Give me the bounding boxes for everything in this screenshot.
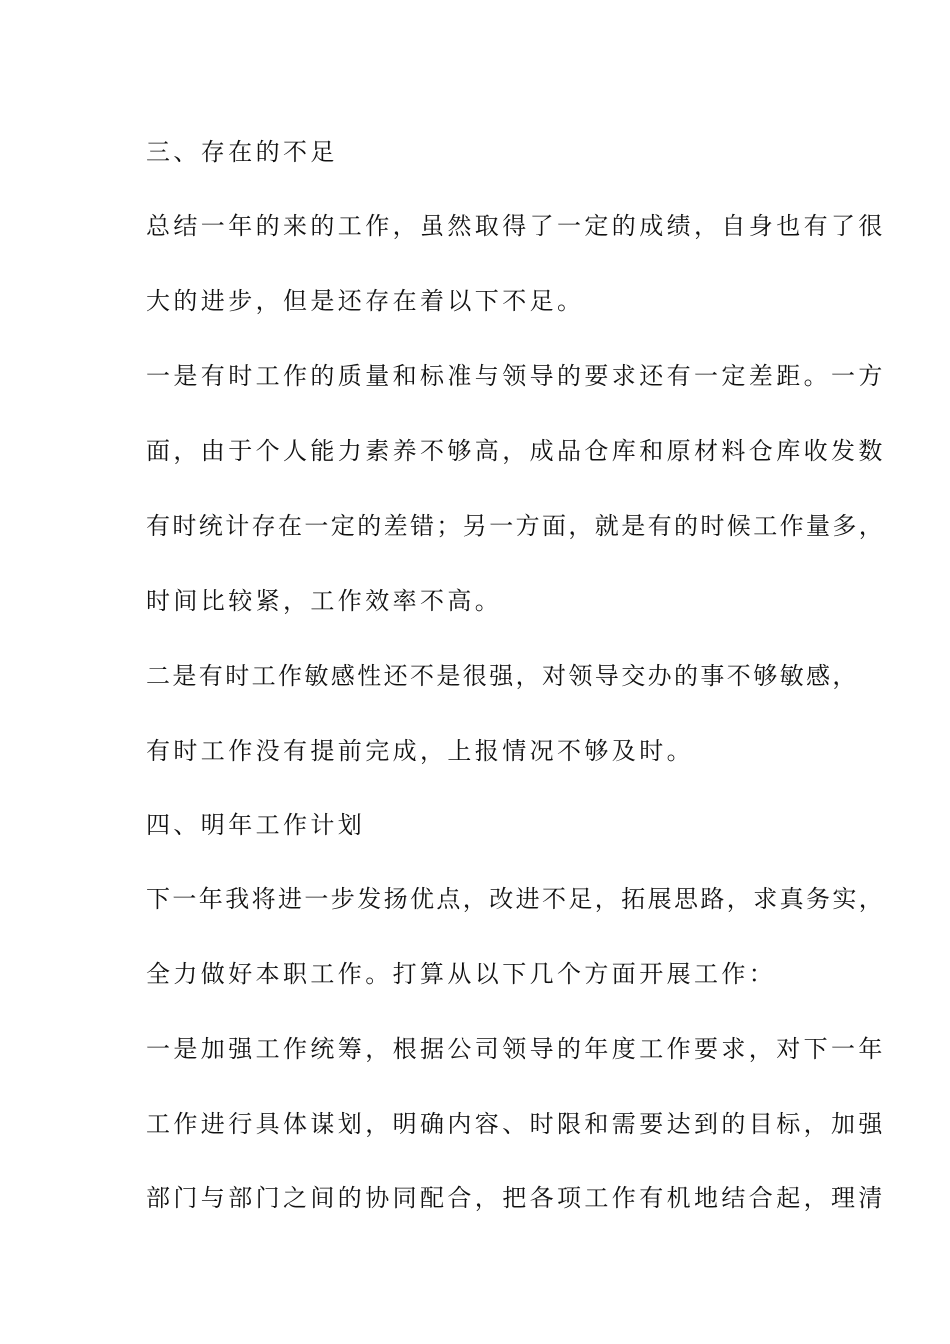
text-line: 下一年我将进一步发扬优点，改进不足，拓展思路，求真务实， <box>146 885 886 913</box>
text-line: 总结一年的来的工作，虽然取得了一定的成绩，自身也有了很 <box>146 212 886 240</box>
text-line: 面，由于个人能力素养不够高，成品仓库和原材料仓库收发数 <box>146 437 886 465</box>
text-line: 工作进行具体谋划，明确内容、时限和需要达到的目标，加强 <box>146 1110 886 1138</box>
text-line: 部门与部门之间的协同配合，把各项工作有机地结合起，理清 <box>146 1184 886 1212</box>
section-heading-next-year-plan: 四、明年工作计划 <box>146 811 366 839</box>
text-line: 有时工作没有提前完成，上报情况不够及时。 <box>146 737 694 765</box>
section-heading-shortcomings: 三、存在的不足 <box>146 138 338 166</box>
text-line: 二是有时工作敏感性还不是很强，对领导交办的事不够敏感， <box>146 662 859 690</box>
text-line: 大的进步，但是还存在着以下不足。 <box>146 287 585 315</box>
text-line: 时间比较紧，工作效率不高。 <box>146 587 503 615</box>
text-line: 一是加强工作统筹，根据公司领导的年度工作要求，对下一年 <box>146 1035 886 1063</box>
text-line: 有时统计存在一定的差错；另一方面，就是有的时候工作量多， <box>146 512 886 540</box>
text-line: 一是有时工作的质量和标准与领导的要求还有一定差距。一方 <box>146 362 886 390</box>
text-line: 全力做好本职工作。打算从以下几个方面开展工作： <box>146 960 777 988</box>
